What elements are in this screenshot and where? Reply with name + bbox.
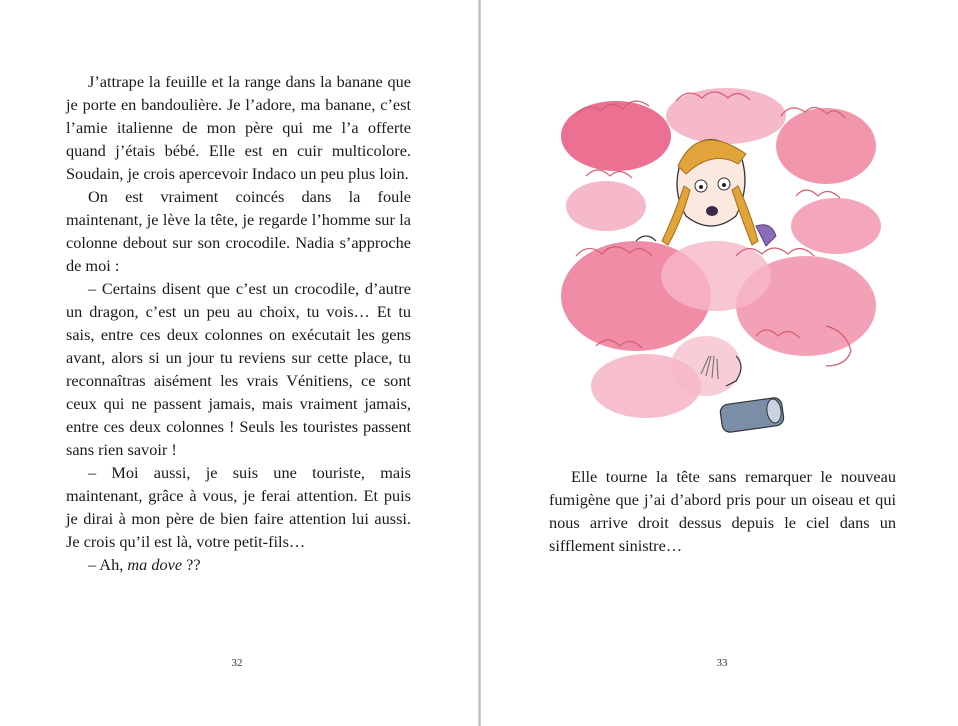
smoke-clouds bbox=[561, 88, 881, 418]
paragraph: On est vraiment coincés dans la foule maintenant, je lève la tête, je regarde l’homme sur la colonne debout sur son crocodile. Nadia s’approche de moi : bbox=[66, 187, 411, 275]
paragraph: J’attrape la feuille et la range dans la banane que je porte en bandoulière. Je l’adore, ma banane, c’est l’amie italienne de mon père qui me l’a offerte quand j’étais bébé. Elle est en cuir multicolore. Soudain, je crois apercevoir Indaco un peu plus loin. bbox=[66, 72, 411, 183]
paragraph: Elle tourne la tête sans remarquer le nouveau fumigène que j’ai d’abord pris pour un oiseau et qui nous arrive droit dessus depuis le ciel dans un sifflement sinistre… bbox=[549, 467, 896, 555]
page-number-right: 33 bbox=[716, 657, 728, 669]
right-page-text bbox=[549, 465, 896, 557]
left-page-text bbox=[66, 70, 411, 576]
last-line-italic: ma dove bbox=[127, 555, 183, 574]
paragraph: – Moi aussi, je suis une touriste, mais maintenant, grâce à vous, je ferai attention. Et puis je dirai à mon père de bien faire attention lui aussi. Je crois qu’il est là, votre petit-fils… bbox=[66, 463, 411, 551]
last-line-suffix: ?? bbox=[182, 555, 201, 574]
left-page bbox=[0, 0, 478, 726]
last-line-prefix: – Ah, bbox=[88, 555, 128, 574]
paragraph-last bbox=[66, 553, 411, 576]
paragraph: – Certains disent que c’est un crocodile, d’autre un dragon, c’est un peu au choix, tu vois… Et tu sais, entre ces deux colonnes on exécutait les gens avant, alors si un jour tu reviens sur cette place, tu reconnaîtras aisément les vrais Vénitiens, ce sont ceux qui ne passent jamais, mais vraiment jamais, entre ces deux colonnes ! Seuls les touristes passent sans rien savoir ! bbox=[66, 279, 411, 459]
page-number-left: 32 bbox=[231, 657, 243, 669]
illustration-girl-in-smoke bbox=[556, 76, 882, 442]
right-page bbox=[481, 0, 958, 726]
